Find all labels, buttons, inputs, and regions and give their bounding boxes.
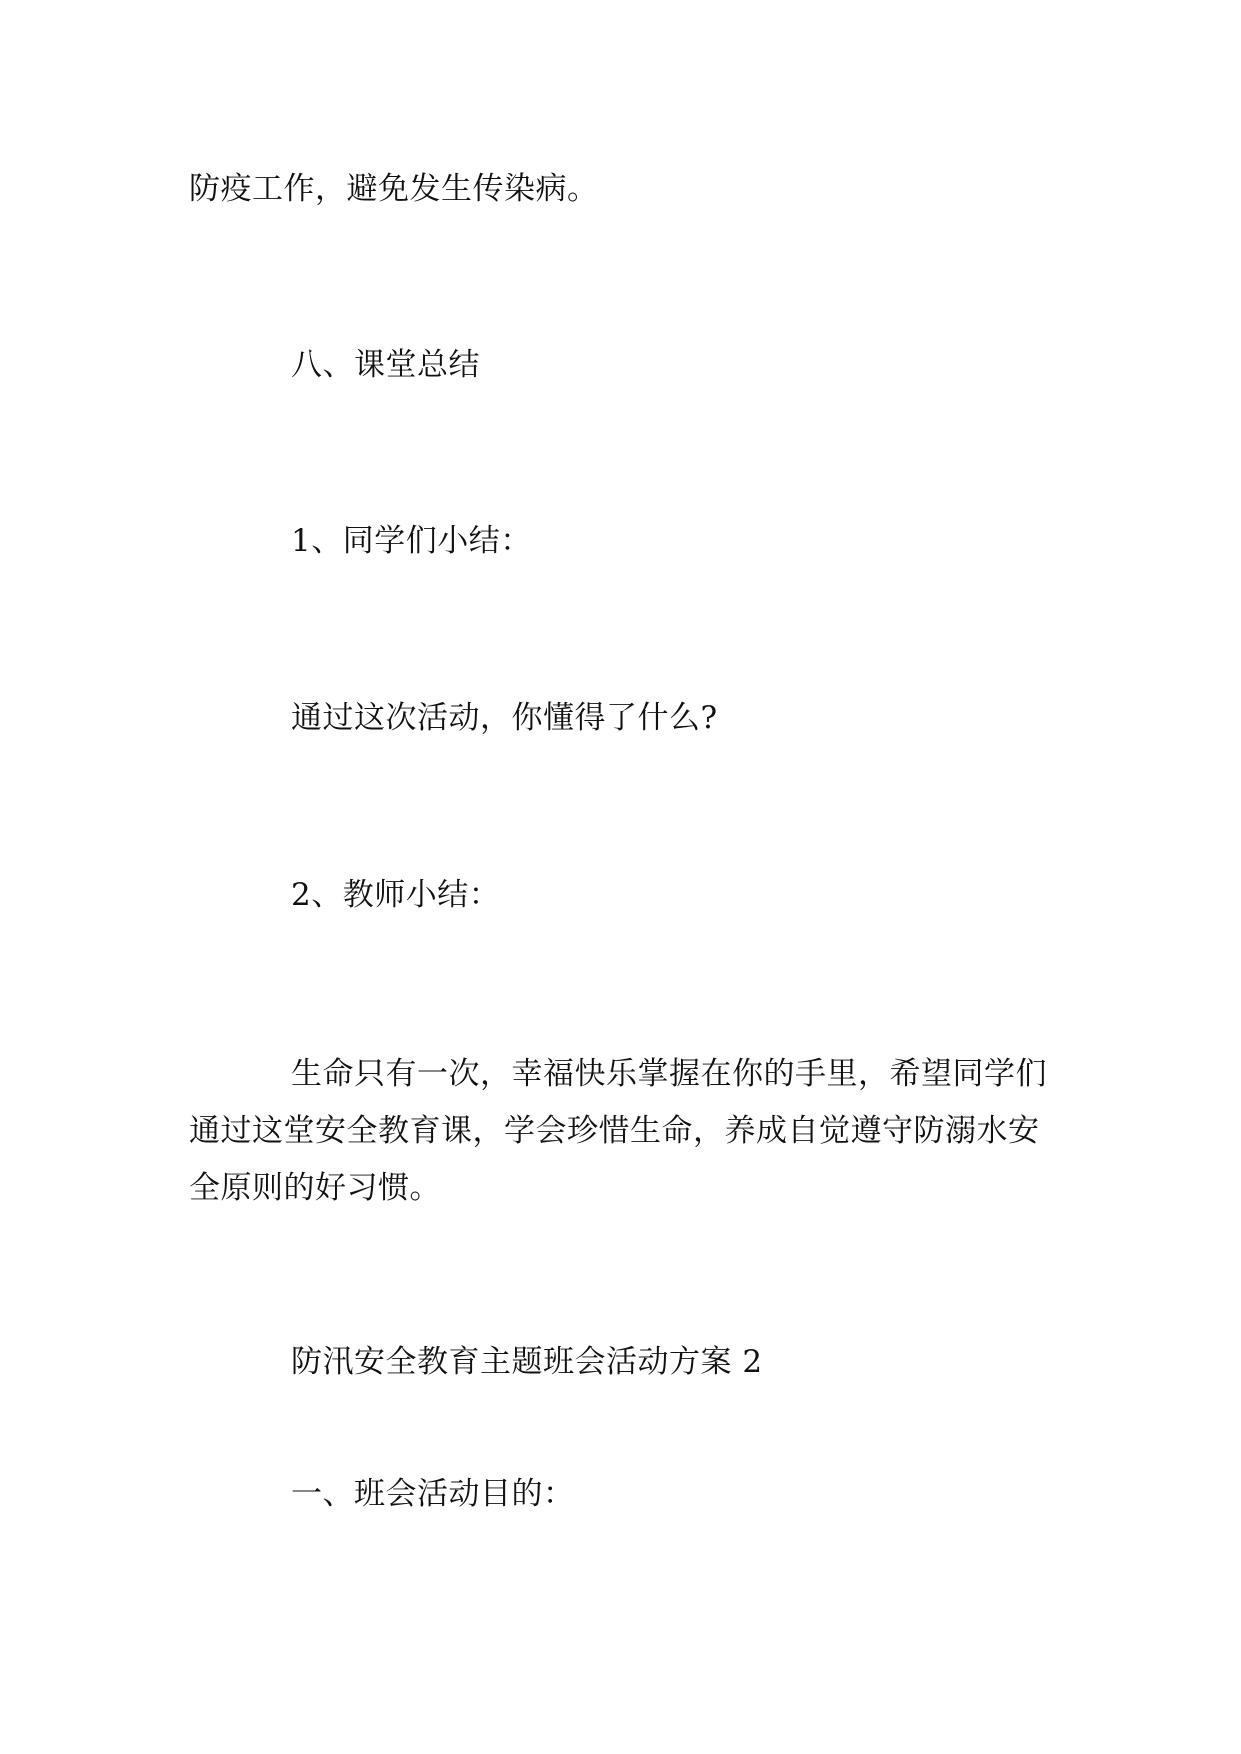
- continuation-line: 防疫工作，避免发生传染病。: [189, 171, 599, 207]
- section-heading-purpose: 一、班会活动目的：: [291, 1476, 575, 1512]
- teacher-summary-item: 2、教师小结：: [291, 877, 501, 913]
- section-heading-summary: 八、课堂总结: [291, 347, 480, 383]
- plan-title: 防汛安全教育主题班会活动方案 2: [291, 1344, 763, 1380]
- teacher-summary-paragraph: 生命只有一次，幸福快乐掌握在你的手里，希望同学们通过这堂安全教育课，学会珍惜生命，养成自觉遵守防溺水安全原则的好习惯。: [189, 1056, 1047, 1206]
- student-summary-item: 1、同学们小结：: [291, 523, 532, 559]
- discussion-question: 通过这次活动，你懂得了什么?: [291, 700, 718, 736]
